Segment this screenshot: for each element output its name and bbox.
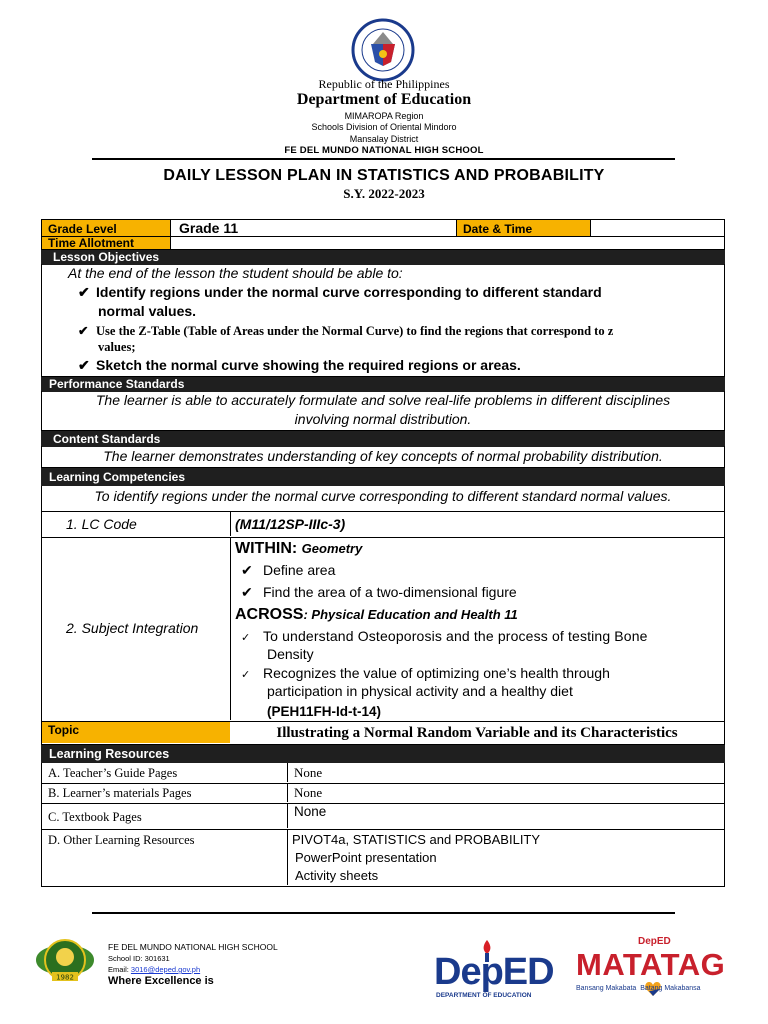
lc-code-label: 1. LC Code bbox=[66, 516, 137, 532]
content-standards-header: Content Standards bbox=[41, 431, 725, 447]
objective-3 bbox=[78, 357, 521, 374]
footer-divider bbox=[92, 912, 675, 914]
checkmark-icon: ✔ bbox=[78, 357, 90, 373]
across-item-2-line-2: participation in physical activity and a healthy diet bbox=[267, 683, 573, 699]
footer-school-id: School ID: 301631 bbox=[108, 954, 170, 963]
within-label: WITHIN: bbox=[235, 540, 298, 557]
performance-line-1: The learner is able to accurately formulate and solve real-life problems in different disciplines bbox=[95, 392, 671, 408]
resource-a-label: A. Teacher’s Guide Pages bbox=[48, 766, 178, 780]
learning-competencies-body: To identify regions under the normal curve corresponding to different standard normal values. bbox=[41, 486, 725, 512]
resource-b-label: B. Learner’s materials Pages bbox=[48, 786, 192, 800]
time-allotment-label: Time Allotment bbox=[42, 237, 170, 249]
grade-row bbox=[41, 219, 725, 237]
checkmark-icon: ✔ bbox=[78, 324, 89, 338]
header-divider bbox=[92, 158, 675, 160]
across-item-2 bbox=[241, 665, 721, 699]
division-line: Schools Division of Oriental Mindoro bbox=[311, 122, 457, 132]
resource-a-value: None bbox=[287, 763, 724, 782]
deped-wordmark: DepED bbox=[434, 951, 554, 993]
department-title: Department of Education bbox=[296, 91, 472, 108]
topic-value: Illustrating a Normal Random Variable and its Characteristics bbox=[276, 725, 678, 741]
objective-2-cont: values; bbox=[98, 340, 136, 354]
checkmark-icon: ✔ bbox=[241, 562, 253, 578]
resource-c-label: C. Textbook Pages bbox=[48, 810, 142, 824]
resource-d-values bbox=[287, 830, 724, 885]
footer-motto: Where Excellence is bbox=[108, 975, 214, 987]
across-item-1-line-1: To understand Osteoporosis and the process of testing Bone bbox=[263, 628, 648, 644]
within-item-2-text: Find the area of a two-dimensional figure bbox=[263, 584, 517, 600]
checkmark-icon: ✓ bbox=[241, 632, 251, 644]
footer-email-label: Email: bbox=[108, 965, 131, 974]
objective-1-text: Identify regions under the normal curve corresponding to different standard bbox=[96, 284, 602, 300]
learning-resources-header: Learning Resources bbox=[41, 745, 725, 763]
resource-d-label: D. Other Learning Resources bbox=[48, 833, 195, 847]
resource-b-value: None bbox=[287, 784, 724, 802]
date-time-label: Date & Time bbox=[456, 220, 590, 236]
objective-3-text: Sketch the normal curve showing the required regions or areas. bbox=[96, 357, 521, 373]
within-item-2 bbox=[241, 584, 517, 601]
content-standards-body: The learner demonstrates understanding of key concepts of normal probability distribution. bbox=[41, 446, 725, 468]
school-year: S.Y. 2022-2023 bbox=[343, 186, 425, 201]
resource-d-value-2: PowerPoint presentation bbox=[295, 850, 437, 865]
footer-email bbox=[108, 964, 278, 975]
district-line: Mansalay District bbox=[349, 134, 419, 144]
lc-code-row bbox=[41, 512, 725, 538]
within-subject: Geometry bbox=[301, 541, 363, 556]
footer-email-link[interactable]: 3016@deped.gov.ph bbox=[130, 965, 201, 974]
resource-row-b bbox=[41, 784, 725, 804]
lesson-objectives-body bbox=[41, 264, 725, 377]
across-label: ACROSS bbox=[235, 606, 304, 623]
republic-line: Republic of the Philippines bbox=[318, 77, 450, 91]
performance-standards-header: Performance Standards bbox=[41, 377, 725, 392]
across-item-2-line-1: Recognizes the value of optimizing one’s health through bbox=[263, 665, 610, 681]
within-heading bbox=[235, 540, 362, 558]
resource-c-value: None bbox=[287, 804, 724, 828]
matatag-wordmark: MATATAG bbox=[576, 947, 726, 982]
resource-row-c bbox=[41, 804, 725, 830]
resource-row-a bbox=[41, 763, 725, 784]
lc-code-value: (M11/12SP-IIIc-3) bbox=[230, 512, 724, 536]
checkmark-icon: ✔ bbox=[241, 584, 253, 600]
matatag-tagline: Bansang Makabata Batang Makabansa bbox=[576, 985, 701, 992]
objective-1 bbox=[78, 284, 602, 301]
grade-level-label: Grade Level bbox=[42, 220, 170, 236]
objectives-intro: At the end of the lesson the student should be able to: bbox=[68, 265, 403, 281]
matatag-logo bbox=[576, 936, 736, 1000]
deped-logo bbox=[434, 948, 564, 1004]
within-item-1 bbox=[241, 562, 335, 579]
subject-integration-content bbox=[230, 538, 724, 720]
checkmark-icon: ✔ bbox=[78, 284, 90, 300]
topic-label: Topic bbox=[42, 722, 230, 743]
objective-1-cont: normal values. bbox=[98, 303, 197, 319]
across-heading bbox=[235, 606, 518, 624]
learning-competencies-header: Learning Competencies bbox=[41, 468, 725, 486]
performance-standards-body bbox=[41, 391, 725, 431]
checkmark-icon: ✓ bbox=[241, 669, 251, 681]
topic-row bbox=[41, 722, 725, 745]
objective-2 bbox=[78, 323, 613, 339]
time-allotment-row bbox=[41, 236, 725, 250]
resource-d-value-1: PIVOT4a, STATISTICS and PROBABILITY bbox=[292, 832, 541, 847]
grade-level-value: Grade 11 bbox=[170, 220, 456, 236]
date-time-value bbox=[590, 220, 724, 236]
lesson-objectives-header: Lesson Objectives bbox=[41, 250, 725, 265]
matatag-deped-mark: DepED bbox=[638, 936, 671, 947]
across-subject: : Physical Education and Health 11 bbox=[303, 607, 518, 622]
deped-seal-logo bbox=[351, 18, 415, 82]
region-line: MIMAROPA Region bbox=[344, 111, 424, 121]
within-item-1-text: Define area bbox=[263, 562, 336, 578]
subject-integration-row bbox=[41, 538, 725, 722]
footer-school-name: FE DEL MUNDO NATIONAL HIGH SCHOOL bbox=[108, 942, 278, 952]
document-title: DAILY LESSON PLAN IN STATISTICS AND PROBABILITY bbox=[163, 167, 605, 184]
resource-row-d bbox=[41, 830, 725, 887]
time-allotment-value bbox=[170, 237, 724, 249]
footer-school-block bbox=[108, 942, 278, 987]
across-code: (PEH11FH-Id-t-14) bbox=[267, 704, 382, 719]
resource-d-value-3: Activity sheets bbox=[295, 868, 379, 883]
performance-line-2: involving normal distribution. bbox=[294, 411, 472, 427]
across-item-1 bbox=[241, 628, 721, 662]
subject-integration-label: 2. Subject Integration bbox=[66, 620, 199, 636]
school-logo-year: 1982 bbox=[56, 973, 74, 982]
across-item-1-line-2: Density bbox=[267, 646, 314, 662]
school-name: FE DEL MUNDO NATIONAL HIGH SCHOOL bbox=[284, 145, 484, 156]
objective-2-text: Use the Z-Table (Table of Areas under the Normal Curve) to find the regions that correspond to z bbox=[96, 324, 614, 338]
school-logo bbox=[30, 930, 100, 992]
deped-subtitle: DEPARTMENT OF EDUCATION bbox=[436, 992, 532, 999]
